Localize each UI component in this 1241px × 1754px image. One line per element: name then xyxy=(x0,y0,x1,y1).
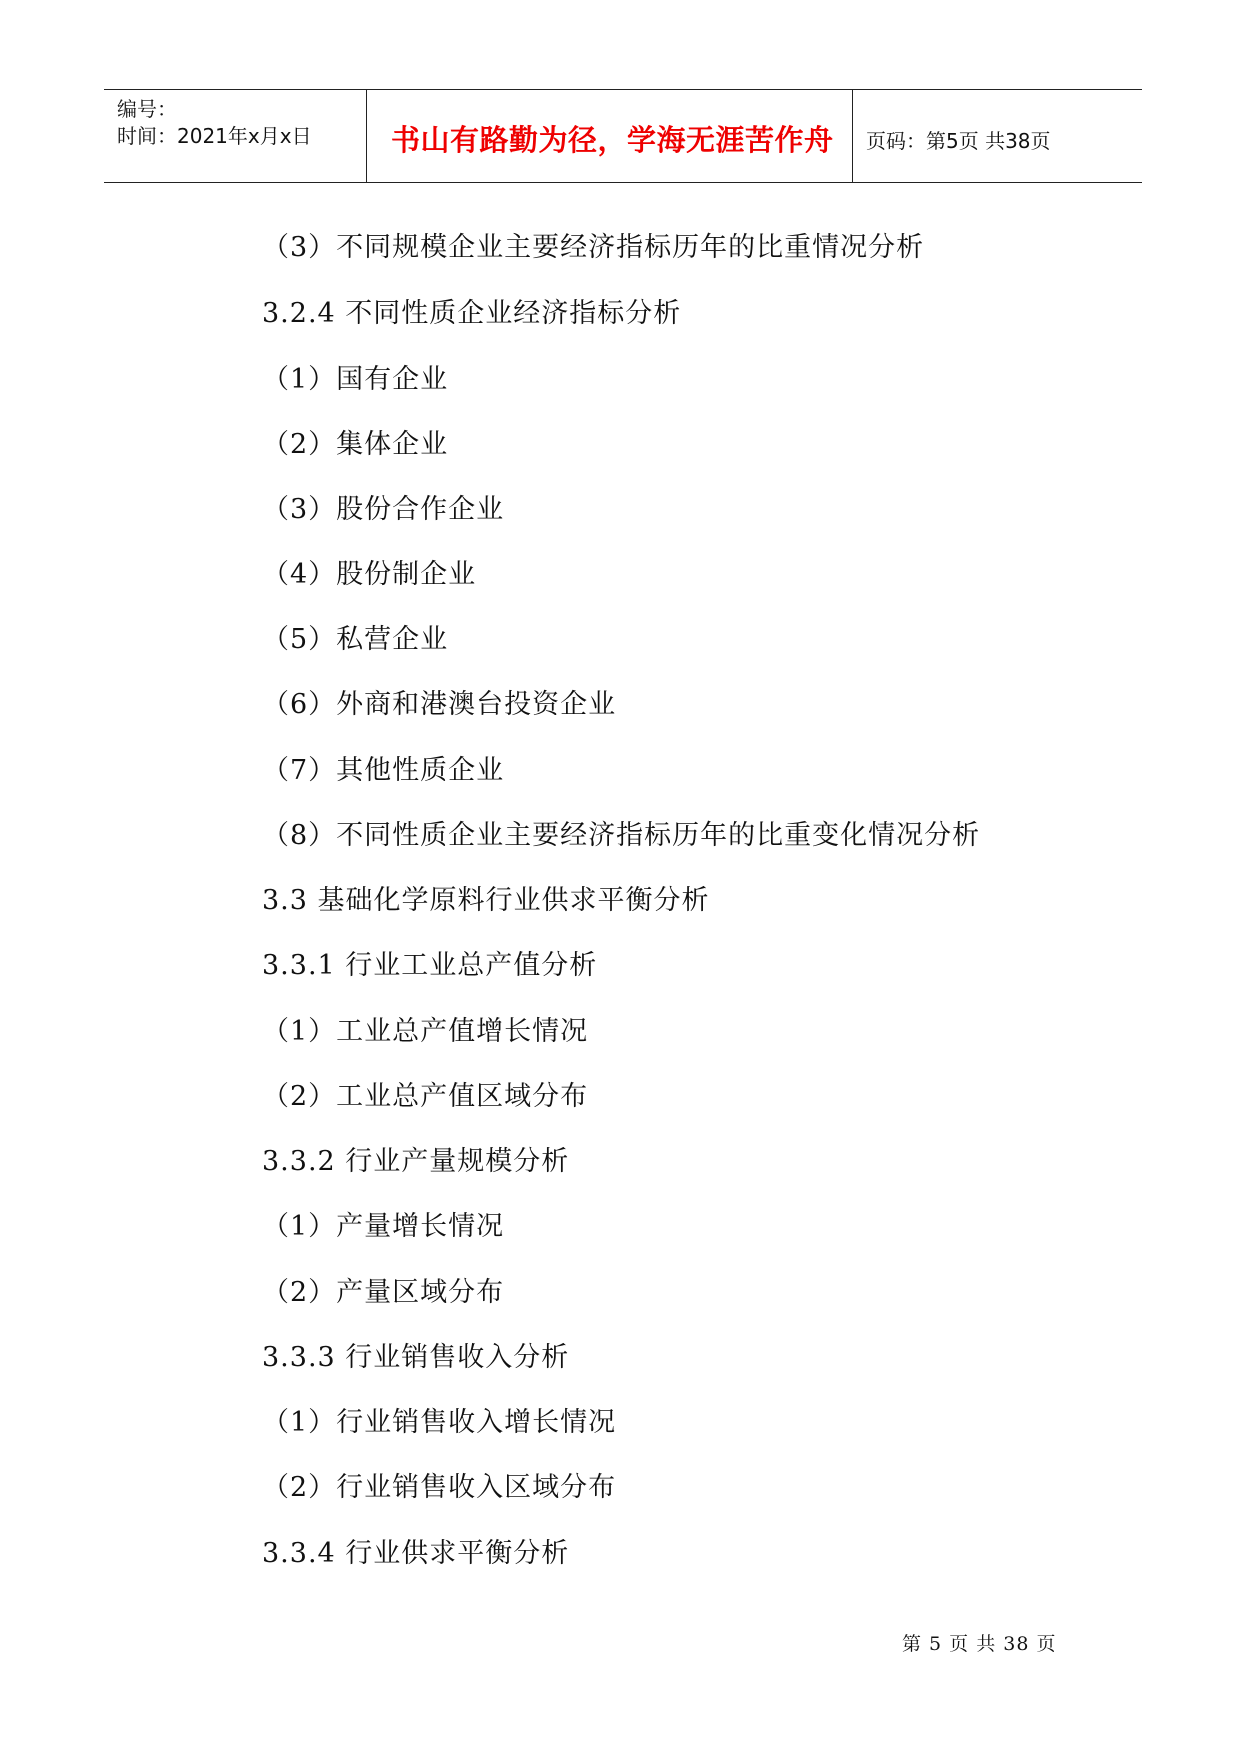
toc-item: 3.3.3 行业销售收入分析 xyxy=(262,1342,570,1373)
toc-item: （2）工业总产值区域分布 xyxy=(262,1081,589,1112)
toc-item: （5）私营企业 xyxy=(262,624,449,655)
toc-item: （2）行业销售收入区域分布 xyxy=(262,1472,617,1503)
toc-item: 3.3.2 行业产量规模分析 xyxy=(262,1146,570,1177)
toc-item: （1）国有企业 xyxy=(262,364,449,395)
page-info: 页码：第5页 共38页 xyxy=(866,129,1051,153)
toc-item: （2）产量区域分布 xyxy=(262,1277,505,1308)
page-footer: 第 5 页 共 38 页 xyxy=(902,1633,1057,1655)
doc-number-label: 编号： xyxy=(117,97,177,121)
toc-item: （1）工业总产值增长情况 xyxy=(262,1016,589,1047)
motto: 书山有路勤为径，学海无涯苦作舟 xyxy=(391,123,834,157)
toc-item: （3）股份合作企业 xyxy=(262,494,505,525)
toc-item: （8）不同性质企业主要经济指标历年的比重变化情况分析 xyxy=(262,820,981,851)
toc-item: （7）其他性质企业 xyxy=(262,755,505,786)
toc-item: （3）不同规模企业主要经济指标历年的比重情况分析 xyxy=(262,232,925,263)
toc-item: 3.3.4 行业供求平衡分析 xyxy=(262,1538,570,1569)
toc-item: （4）股份制企业 xyxy=(262,559,477,590)
toc-item: （1）行业销售收入增长情况 xyxy=(262,1407,617,1438)
header-divider-left xyxy=(366,90,367,182)
toc-item: 3.2.4 不同性质企业经济指标分析 xyxy=(262,298,682,329)
toc-item: （2）集体企业 xyxy=(262,429,449,460)
toc-item: 3.3 基础化学原料行业供求平衡分析 xyxy=(262,885,710,916)
toc-item: （6）外商和港澳台投资企业 xyxy=(262,689,617,720)
toc-item: （1）产量增长情况 xyxy=(262,1211,505,1242)
toc-item: 3.3.1 行业工业总产值分析 xyxy=(262,950,598,981)
date-line: 时间：2021年x月x日 xyxy=(117,124,312,148)
header-divider-right xyxy=(852,90,853,182)
